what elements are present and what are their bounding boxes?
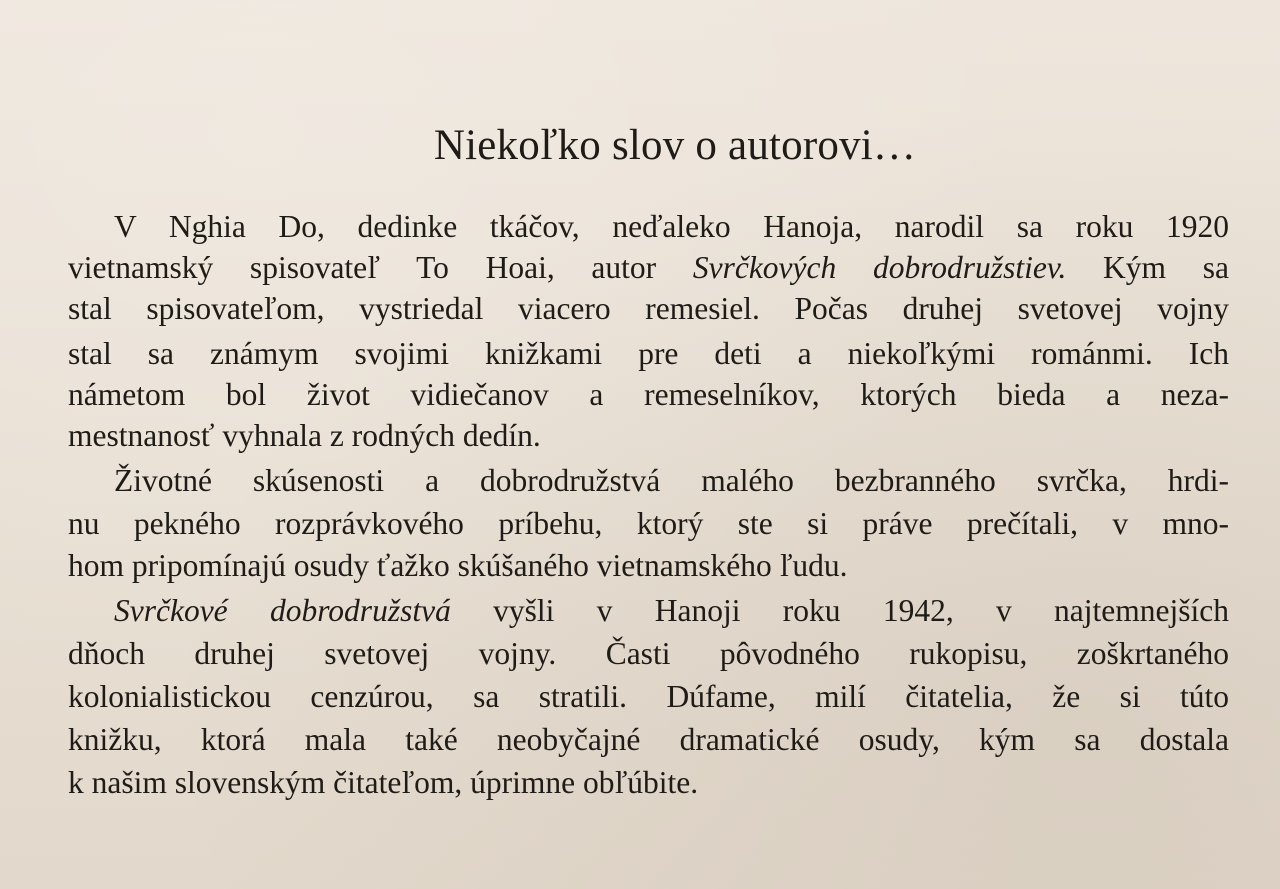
paragraph-2-line-1: Životné skúsenosti a dobrodružstvá malého bezbranného svrčka, hrdi- — [114, 463, 1229, 498]
paragraph-1-line-3: stal spisovateľom, vystriedal viacero remesiel. Počas druhej svetovej vojny — [68, 291, 1229, 326]
paragraph-2-line-3: hom pripomínajú osudy ťažko skúšaného vietnamského ľudu. — [68, 548, 848, 583]
book-title-italic: Svrčkových dobrodružstiev. — [692, 250, 1067, 285]
paragraph-1-line-1: V Nghia Do, dedinke tkáčov, neďaleko Hanoja, narodil sa roku 1920 — [114, 209, 1229, 244]
paragraph-3-line-1 — [114, 591, 1229, 631]
paragraph-3-line-1-text-b: vyšli v Hanoji roku 1942, v najtemnejších — [450, 593, 1229, 628]
page-title: Niekoľko slov o autorovi… — [433, 122, 917, 169]
paragraph-3-line-4: knižku, ktorá mala také neobyčajné dramatické osudy, kým sa dostala — [68, 722, 1229, 757]
paragraph-1-line-2-text-a: vietnamský spisovateľ To Hoai, autor — [68, 250, 693, 285]
paragraph-3-line-5: k našim slovenským čitateľom, úprimne obľúbite. — [68, 765, 699, 800]
book-title-italic-2: Svrčkové dobrodružstvá — [114, 593, 451, 628]
paragraph-1-line-5: námetom bol život vidiečanov a remeselníkov, ktorých bieda a neza- — [68, 377, 1229, 412]
paragraph-2-line-2: nu pekného rozprávkového príbehu, ktorý ste si práve prečítali, v mno- — [68, 506, 1229, 541]
paragraph-1-line-2-text-c: Kým sa — [1066, 250, 1230, 285]
paragraph-3-line-3: kolonialistickou cenzúrou, sa stratili. Dúfame, milí čitatelia, že si túto — [68, 679, 1229, 714]
paragraph-3-line-2: dňoch druhej svetovej vojny. Časti pôvodného rukopisu, zoškrtaného — [68, 636, 1229, 671]
paragraph-1-line-6: mestnanosť vyhnala z rodných dedín. — [68, 418, 541, 453]
paragraph-1-line-4: stal sa známym svojimi knižkami pre deti a niekoľkými románmi. Ich — [68, 336, 1229, 371]
paragraph-1-line-2 — [68, 248, 1229, 288]
